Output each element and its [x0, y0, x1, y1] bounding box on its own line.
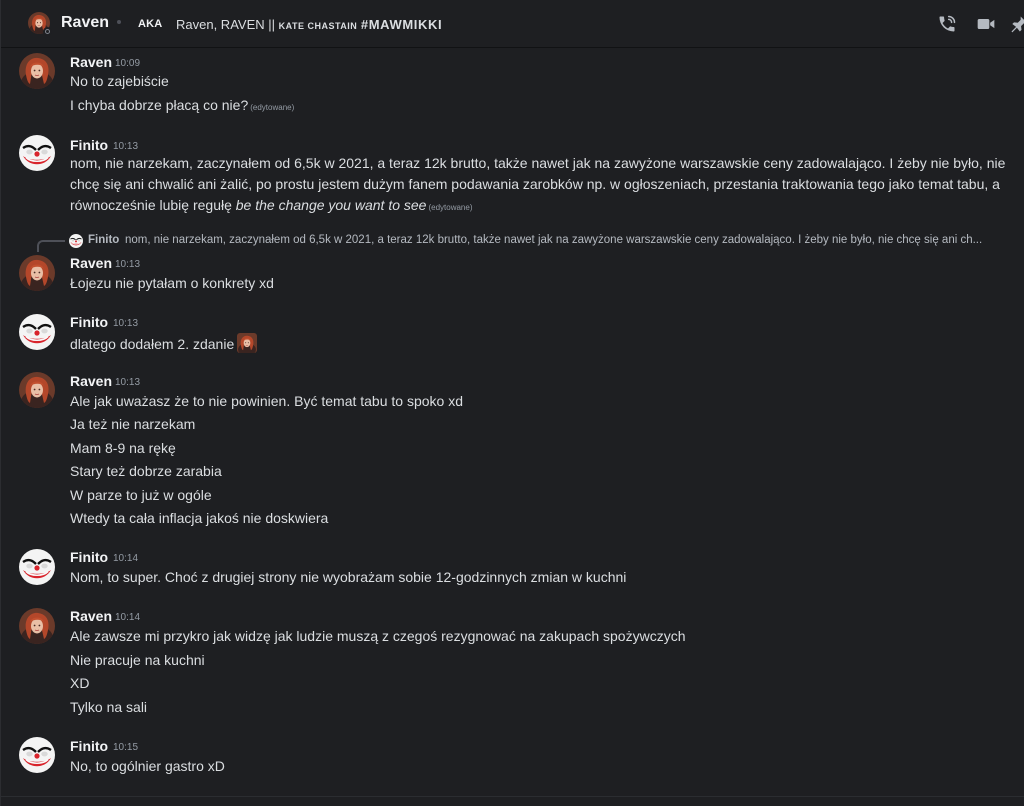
- reply-connector: [37, 240, 65, 252]
- message-author[interactable]: Finito: [70, 137, 109, 153]
- raven-avatar[interactable]: [19, 608, 55, 644]
- pin-icon[interactable]: [1009, 14, 1024, 34]
- message-text: Wtedy ta cała inflacja jakoś nie doskwiera: [70, 510, 329, 526]
- raven-emoji-icon[interactable]: [237, 333, 257, 353]
- message-author[interactable]: Finito: [70, 549, 109, 565]
- nickname-2: KATE CHASTAIN: [278, 21, 358, 31]
- message-timestamp: 10:14: [113, 553, 139, 564]
- message-text-italic: be the change you want to see: [235, 197, 427, 213]
- raven-avatar[interactable]: [19, 372, 55, 408]
- message-text: [70, 153, 1015, 218]
- message-text: Ale jak uważasz że to nie powinien. Być temat tabu to spoko xd: [70, 393, 463, 409]
- message-author[interactable]: Raven: [70, 255, 113, 271]
- raven-avatar[interactable]: [19, 255, 55, 291]
- aka-label: AKA: [138, 18, 163, 30]
- nickname-3: #MAWMIKKI: [360, 17, 443, 32]
- message-text-content: I chyba dobrze płacą co nie?: [70, 97, 249, 113]
- message-text: XD: [70, 675, 90, 691]
- message-text: Ale zawsze mi przykro jak widzę jak ludzie muszą z czegoś rezygnować na zakupach spożywczych: [70, 628, 686, 644]
- message-author[interactable]: Raven: [70, 54, 113, 70]
- channel-header: [1, 0, 1024, 48]
- message-timestamp: 10:13: [113, 318, 139, 329]
- message-text: Łojezu nie pytałam o konkrety xd: [70, 275, 274, 291]
- edited-label: (edytowane): [428, 203, 473, 212]
- raven-avatar[interactable]: [19, 53, 55, 89]
- message-text: [70, 96, 294, 117]
- message-author[interactable]: Finito: [70, 314, 109, 330]
- message-text: [70, 333, 257, 353]
- message-text: Nom, to super. Choć z drugiej strony nie wyobrażam sobie 12-godzinnych zmian w kuchni: [70, 569, 627, 585]
- message-timestamp: 10:13: [115, 259, 141, 270]
- message-text: Mam 8-9 na rękę: [70, 440, 176, 456]
- message-text-content: dlatego dodałem 2. zdanie: [70, 336, 235, 352]
- message-text: Stary też dobrze zarabia: [70, 463, 222, 479]
- finito-avatar[interactable]: [19, 737, 55, 773]
- video-camera-icon[interactable]: [976, 14, 996, 34]
- message-text: Tylko na sali: [70, 699, 148, 715]
- message-timestamp: 10:09: [115, 58, 141, 69]
- message-text: No, to ogólnier gastro xD: [70, 758, 225, 774]
- message-timestamp: 10:15: [113, 742, 139, 753]
- message-text: No to zajebiście: [70, 73, 169, 89]
- reply-avatar[interactable]: [69, 234, 83, 248]
- aka-nicknames: [176, 17, 442, 32]
- finito-avatar[interactable]: [19, 314, 55, 350]
- header-separator: [117, 20, 121, 24]
- message-text: Ja też nie narzekam: [70, 416, 196, 432]
- message-text: W parze to już w ogóle: [70, 487, 212, 503]
- header-username[interactable]: Raven: [61, 14, 110, 31]
- message-timestamp: 10:14: [115, 612, 141, 623]
- phone-call-icon[interactable]: [937, 14, 957, 34]
- reply-author[interactable]: Finito: [88, 234, 120, 246]
- finito-avatar[interactable]: [19, 549, 55, 585]
- finito-avatar[interactable]: [19, 135, 55, 171]
- message-composer-edge: [1, 796, 1024, 806]
- message-author[interactable]: Raven: [70, 373, 113, 389]
- message-timestamp: 10:13: [115, 377, 141, 388]
- reply-preview-text[interactable]: nom, nie narzekam, zaczynałem od 6,5k w 2021, a teraz 12k brutto, także nawet jak na zawyżone warszawskie ceny zadowalająco. I żeby nie było, nie chcę się ani ch...: [125, 234, 983, 246]
- edited-label: (edytowane): [250, 103, 295, 112]
- message-author[interactable]: Raven: [70, 608, 113, 624]
- message-text: Nie pracuje na kuchni: [70, 652, 205, 668]
- nickname-1: Raven, RAVEN ||: [176, 17, 275, 32]
- message-author[interactable]: Finito: [70, 738, 109, 754]
- message-timestamp: 10:13: [113, 141, 139, 152]
- message-text-content: nom, nie narzekam, zaczynałem od 6,5k w 2021, a teraz 12k brutto, także nawet jak na zawyżone warszawskie ceny zadowalająco. I żeby nie było, nie chcę się ani chwalić ani żalić, po prostu jestem dużym fanem podawania zarobków np. w ogłoszeniach, przestania traktowania tego jako temat tabu, a równocześnie lubię regułę: [70, 155, 1006, 213]
- offline-status-icon: [43, 27, 52, 36]
